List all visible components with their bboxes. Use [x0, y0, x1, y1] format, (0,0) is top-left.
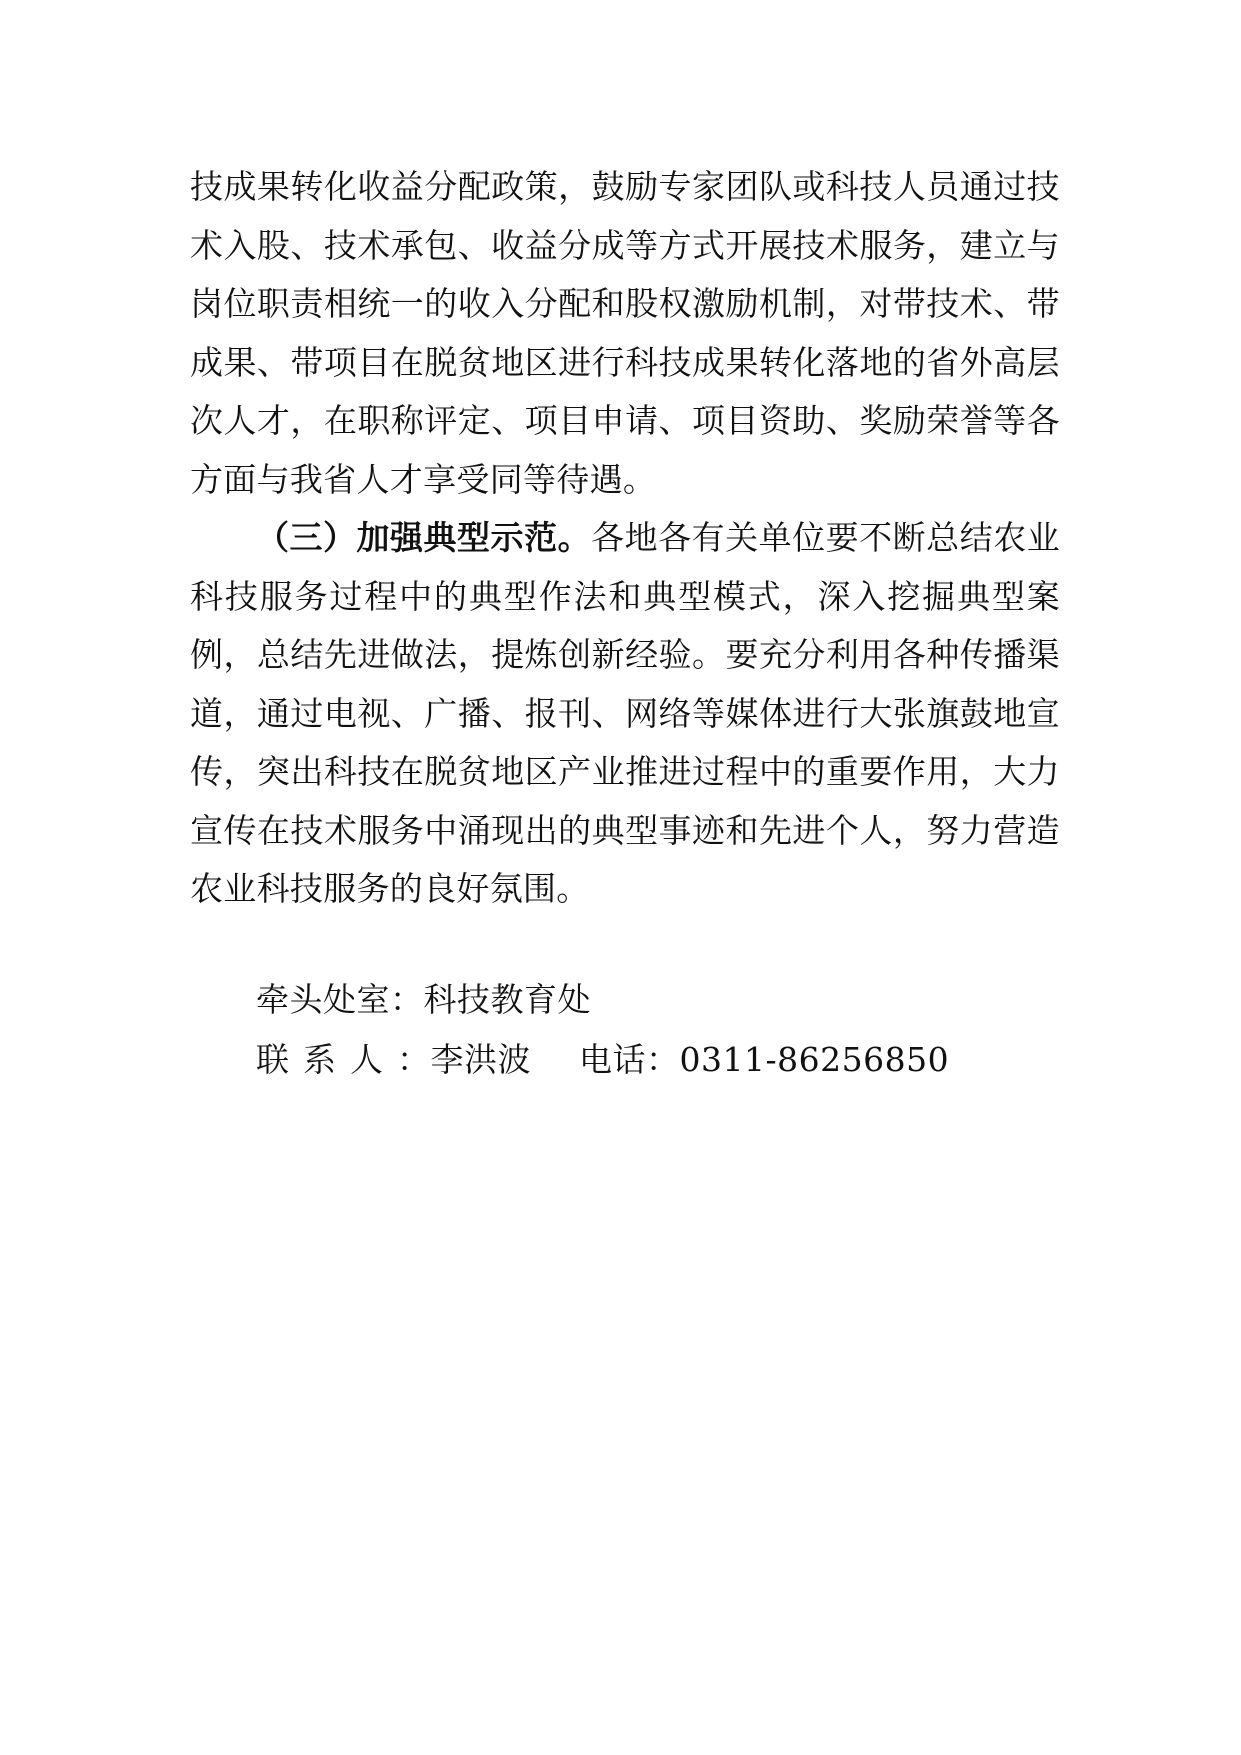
paragraph-section-three: [190, 509, 1060, 919]
paragraph-text: 各地各有关单位要不断总结农业科技服务过程中的典型作法和典型模式，深入挖掘典型案例，总结先进做法，提炼创新经验。要充分利用各种传播渠道，通过电视、广播、报刊、网络等媒体进行大张旗鼓地宣传，突出科技在脱贫地区产业推进过程中的重要作用，大力宣传在技术服务中涌现出的典型事迹和先进个人，努力营造农业科技服务的良好氛围。: [190, 518, 1061, 908]
phone-label: 电话：: [579, 1040, 680, 1079]
contact-person-line: [256, 1030, 1016, 1090]
contact-person-value: 李洪波: [430, 1040, 531, 1079]
paragraph-text: 技成果转化收益分配政策，鼓励专家团队或科技人员通过技术入股、技术承包、收益分成等方式开展技术服务，建立与岗位职责相统一的收入分配和股权激励机制，对带技术、带成果、带项目在脱贫地区进行科技成果转化落地的省外高层次人才，在职称评定、项目申请、项目资助、奖励荣誉等各方面与我省人才享受同等待遇。: [190, 167, 1060, 499]
contact-person-colon: ：: [397, 1040, 431, 1079]
contact-block: [256, 970, 1016, 1090]
document-body: [190, 158, 1060, 919]
phone-value: 0311-86256850: [679, 1040, 950, 1079]
paragraph-continuation: [190, 158, 1060, 509]
section-heading: （三）加强典型示范。: [256, 518, 592, 557]
lead-office-line: [256, 970, 1016, 1030]
contact-person-label: 联系人: [256, 1040, 397, 1079]
lead-office-label: 牵头处室：: [256, 980, 424, 1019]
lead-office-value: 科技教育处: [423, 980, 591, 1019]
